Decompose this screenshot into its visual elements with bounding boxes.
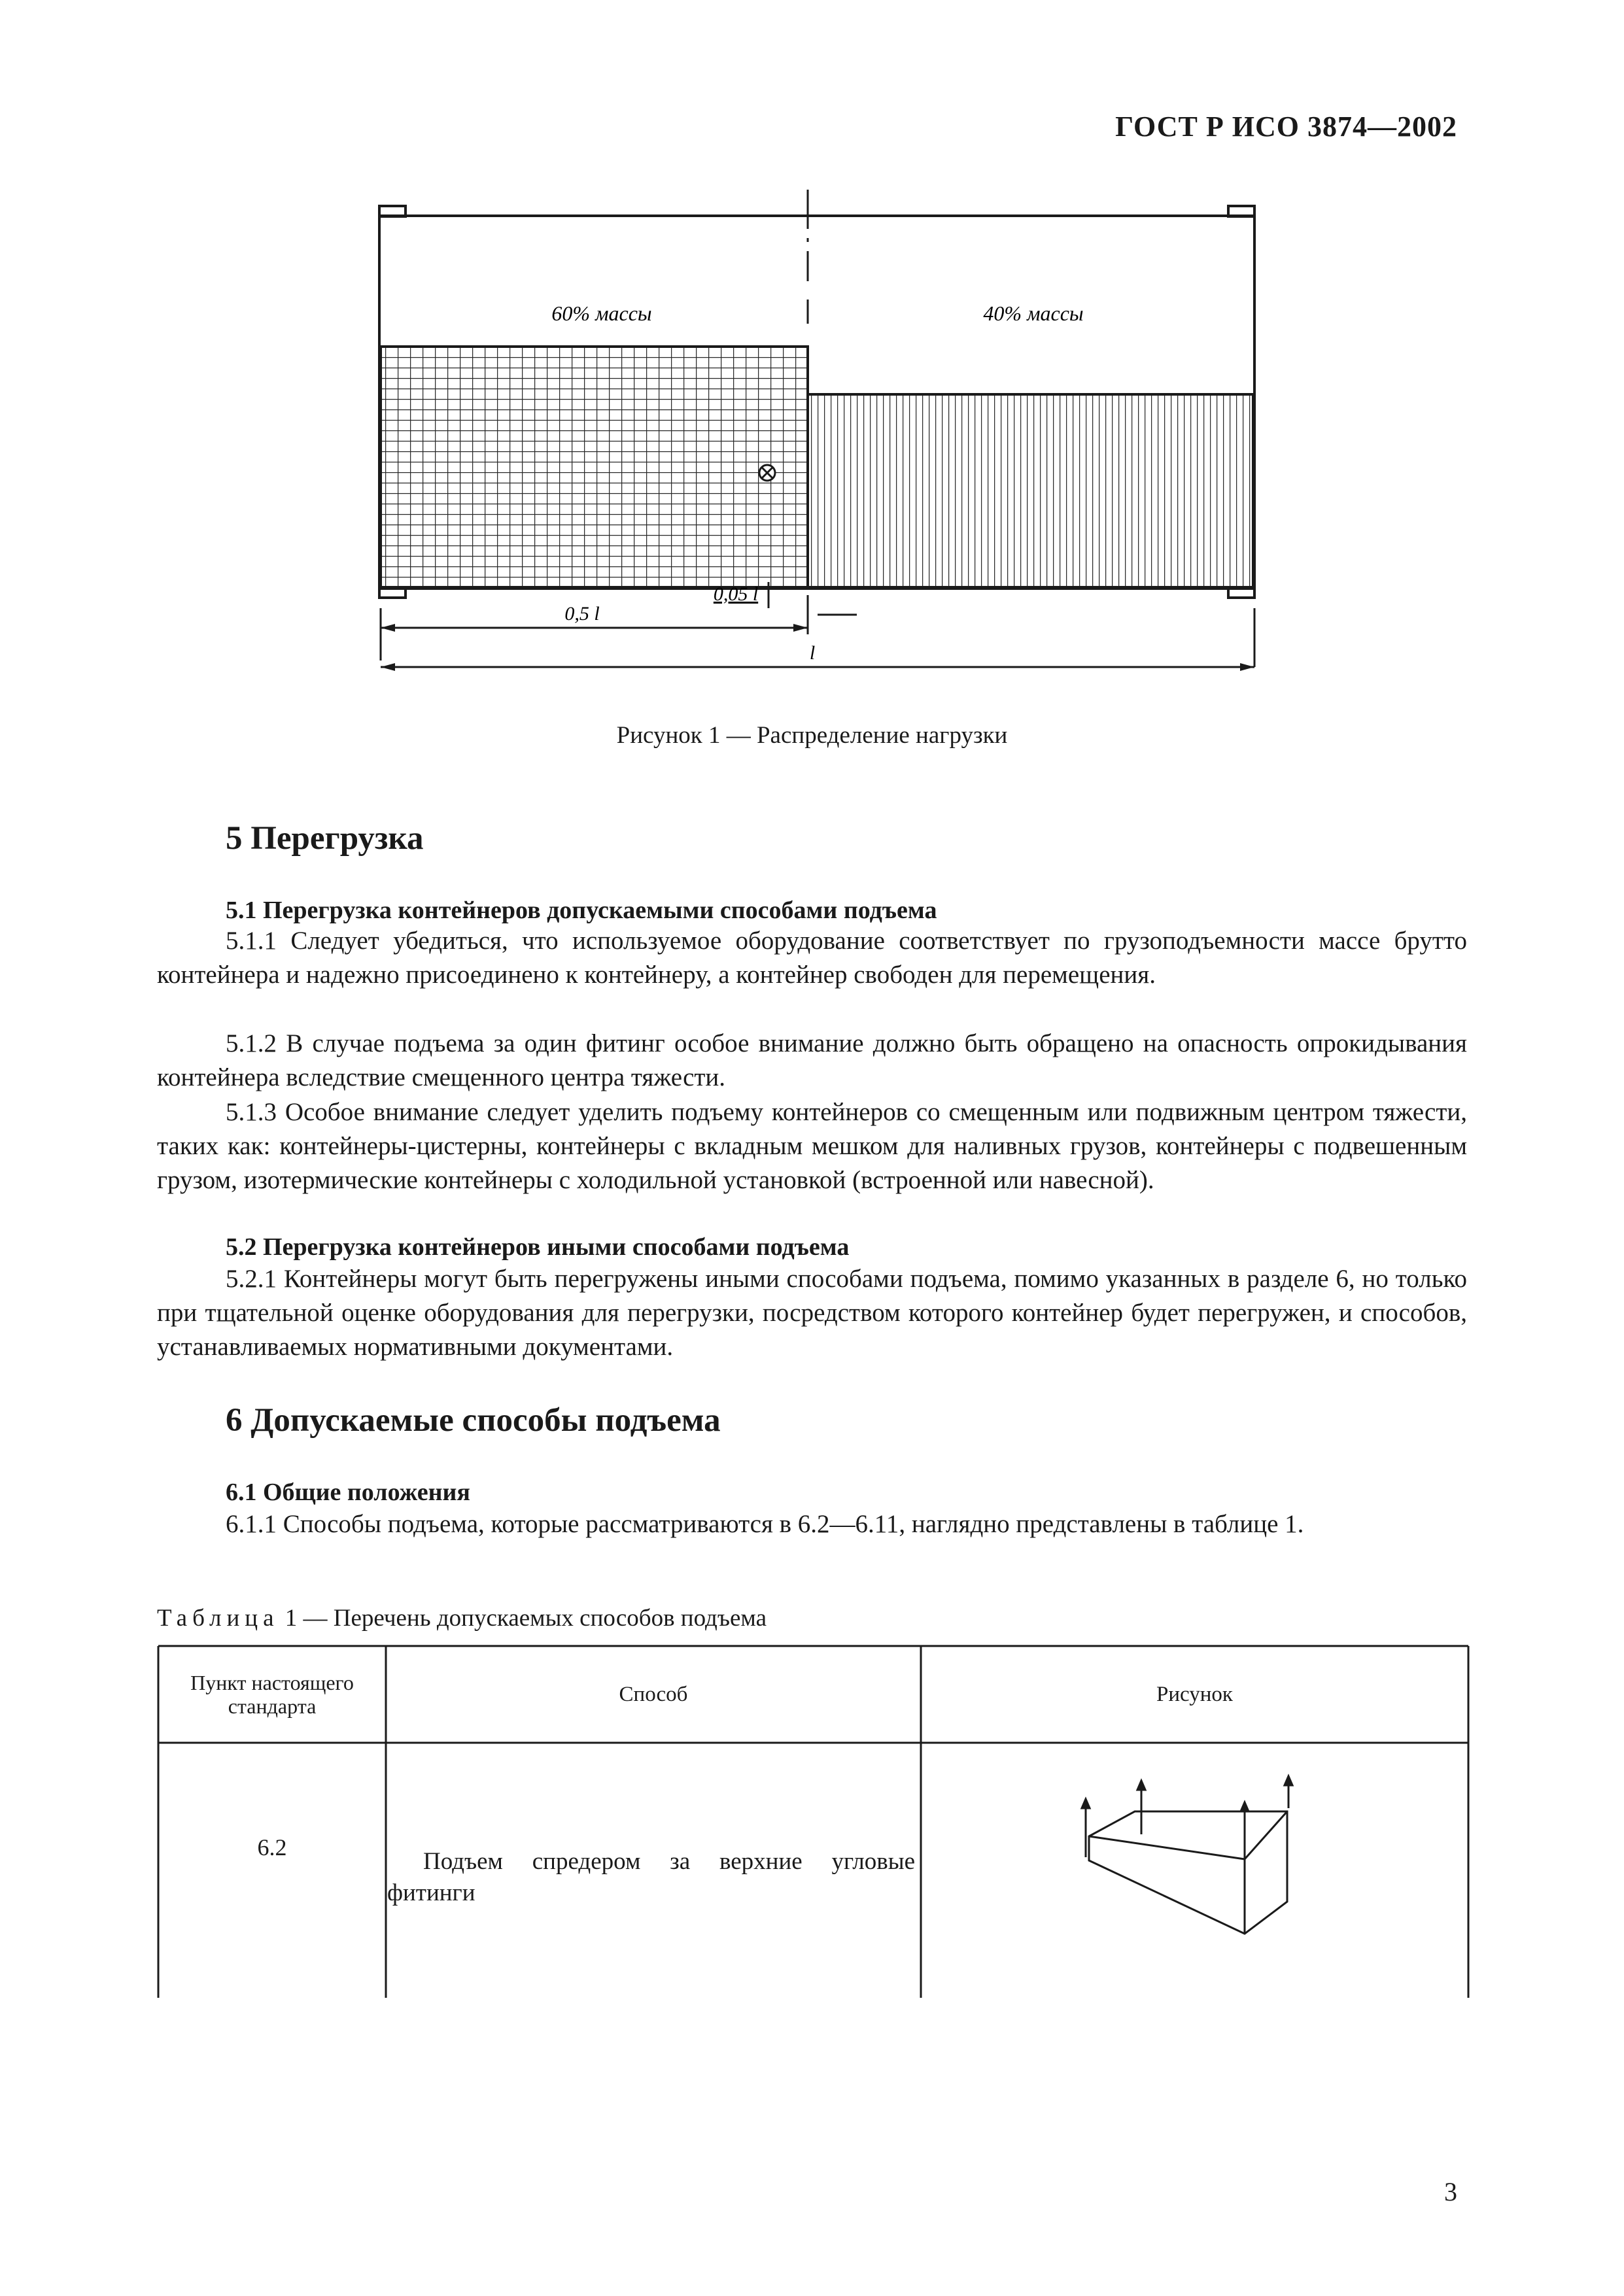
load-block-60 [381,347,808,587]
paragraph-5-1-2: 5.1.2 В случае подъема за один фитинг особое внимание должно быть обращено на опасность опрокидывания контейнера вследствие смещенного центра тяжести. [157,1029,1467,1091]
header-figure: Рисунок [1156,1682,1233,1706]
paragraph-5-1-3: 5.1.3 Особое внимание следует уделить подъему контейнеров со смещенным или подвижным центром тяжести, таких как: контейнеры-цистерны, контейнеры с вкладным мешком для наливных грузов, контейнеры с подвешенным грузом, изотермические контейнеры с холодильной установкой (встроенной или навесной). [157,1098,1467,1194]
half-length-label: 0,5 l [564,603,600,625]
row-method: Подъем спредером за верхние угловые фитинги [387,1848,915,1906]
subsection-5-1-title: 5.1 Перегрузка контейнеров допускаемыми способами подъема [226,897,937,924]
table-1 [157,1645,1472,1998]
page-number: 3 [1444,2177,1457,2206]
offset-dimension-label: 0,05 l [713,583,759,605]
subsection-6-1-title: 6.1 Общие положения [226,1479,470,1506]
paragraph-6-1-1: 6.1.1 Способы подъема, которые рассматриваются в 6.2—6.11, наглядно представлены в таблице 1. [226,1510,1304,1538]
full-length-label: l [809,642,816,664]
header-clause: Пункт настоящего стандарта [190,1671,354,1718]
section-5-title: 5 Перегрузка [226,820,424,857]
section-6-title: 6 Допускаемые способы подъема [226,1402,721,1439]
paragraph-5-1-1: 5.1.1 Следует убедиться, что используемое оборудование соответствует по грузоподъемности массе брутто контейнера и надежно присоединено к контейнеру, а контейнер свободен для перемещения. [157,927,1467,989]
table-caption: Таблица 1 — Перечень допускаемых способов подъема [157,1605,767,1632]
right-mass-label: 40% массы [983,301,1084,325]
load-block-40 [808,394,1253,587]
header-method: Способ [619,1682,688,1706]
figure-caption: Рисунок 1 — Распределение нагрузки [616,722,1008,749]
spreader-lift-sketch [1082,1776,1292,1934]
load-distribution-figure [373,190,1262,687]
paragraph-5-2-1: 5.2.1 Контейнеры могут быть перегружены иными способами подъема, помимо указанных в разделе 6, но только при тщательной оценке оборудования для перегрузки, посредством которого контейнер будет перегружен, и способов, устанавливаемых нормативными документами. [157,1265,1467,1361]
row-clause: 6.2 [257,1834,287,1860]
left-mass-label: 60% массы [551,301,652,325]
document-header: ГОСТ Р ИСО 3874—2002 [1115,111,1457,143]
subsection-5-2-title: 5.2 Перегрузка контейнеров иными способами подъема [226,1233,850,1261]
